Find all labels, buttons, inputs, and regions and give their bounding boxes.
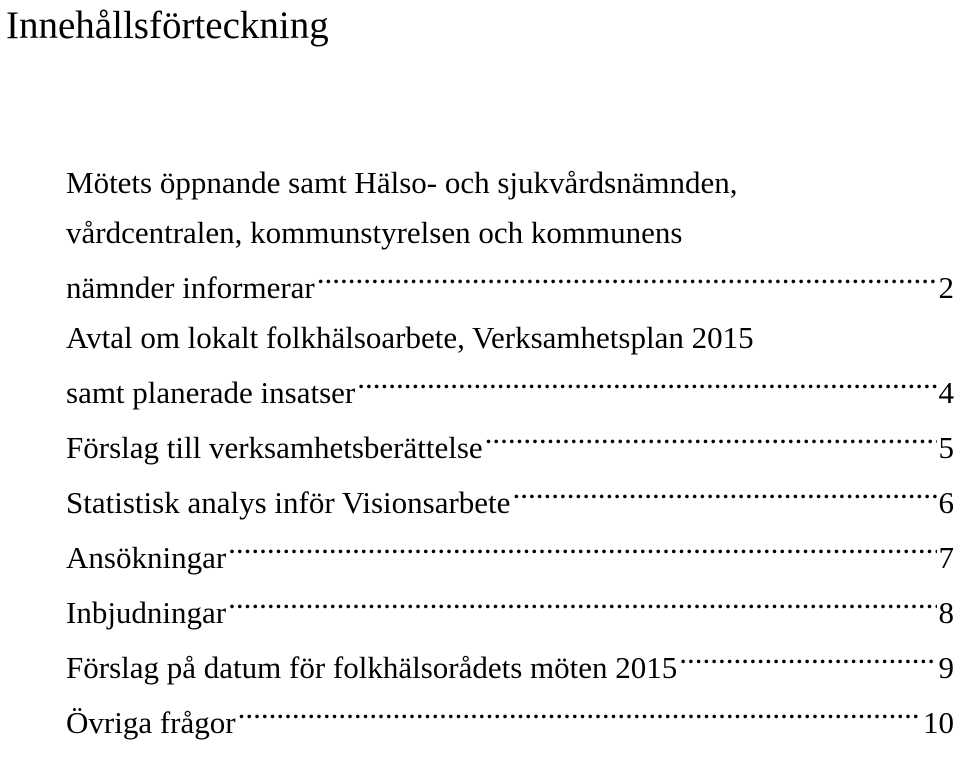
toc-dot-leader — [485, 418, 937, 458]
toc-entry-text-line: Mötets öppnande samt Hälso- och sjukvårdsnämnden, — [66, 165, 738, 200]
toc-entry-meeting-dates[interactable] — [66, 638, 954, 693]
toc-entry-statistical-analysis[interactable] — [66, 473, 954, 528]
toc-entry-title: nämnder informerar — [66, 270, 315, 305]
toc-entry-title: Förslag till verksamhetsberättelse — [66, 430, 483, 465]
toc-entry-invitations[interactable] — [66, 583, 954, 638]
toc-entry-activity-report[interactable] — [66, 418, 954, 473]
toc-entry-last-line — [66, 363, 954, 418]
toc-entry-last-line — [66, 693, 954, 748]
toc-dot-leader — [317, 258, 937, 298]
toc-dot-leader — [679, 638, 936, 678]
toc-entry-title: Statistisk analys inför Visionsarbete — [66, 485, 511, 520]
toc-entry-last-line — [66, 418, 954, 473]
toc-dot-leader — [228, 528, 936, 568]
toc-entry-title: Förslag på datum för folkhälsorådets möten 2015 — [66, 650, 678, 685]
toc-entry-other-questions[interactable] — [66, 693, 954, 748]
toc-page-number: 7 — [938, 540, 954, 575]
toc-dot-leader — [357, 363, 936, 403]
page-title: Innehållsförteckning — [6, 4, 329, 47]
toc-dot-leader — [512, 473, 936, 513]
toc-page-number: 6 — [938, 485, 954, 520]
toc-entry-title: Ansökningar — [66, 540, 227, 575]
toc-entry-applications[interactable] — [66, 528, 954, 583]
toc-entry-last-line — [66, 473, 954, 528]
toc-entry-local-agreement[interactable] — [66, 313, 954, 418]
toc-dot-leader — [228, 583, 936, 623]
toc-entry-meeting-opening[interactable] — [66, 158, 954, 313]
toc-page-number: 5 — [938, 430, 954, 465]
toc-entry-text-line: Avtal om lokalt folkhälsoarbete, Verksamhetsplan 2015 — [66, 320, 754, 355]
toc-page-number: 4 — [938, 375, 954, 410]
toc-page-number: 10 — [923, 705, 954, 740]
toc-entry-title: Inbjudningar — [66, 595, 227, 630]
toc-entry-text-line: vårdcentralen, kommunstyrelsen och kommunens — [66, 215, 683, 250]
toc-entry-last-line — [66, 528, 954, 583]
toc-page-number: 8 — [938, 595, 954, 630]
table-of-contents — [66, 158, 954, 748]
toc-entry-title: samt planerade insatser — [66, 375, 356, 410]
toc-entry-title: Övriga frågor — [66, 705, 236, 740]
toc-entry-last-line — [66, 258, 954, 313]
toc-page-number: 9 — [938, 650, 954, 685]
toc-dot-leader — [238, 693, 921, 733]
toc-entry-last-line — [66, 638, 954, 693]
toc-page-number: 2 — [938, 270, 954, 305]
toc-entry-last-line — [66, 583, 954, 638]
